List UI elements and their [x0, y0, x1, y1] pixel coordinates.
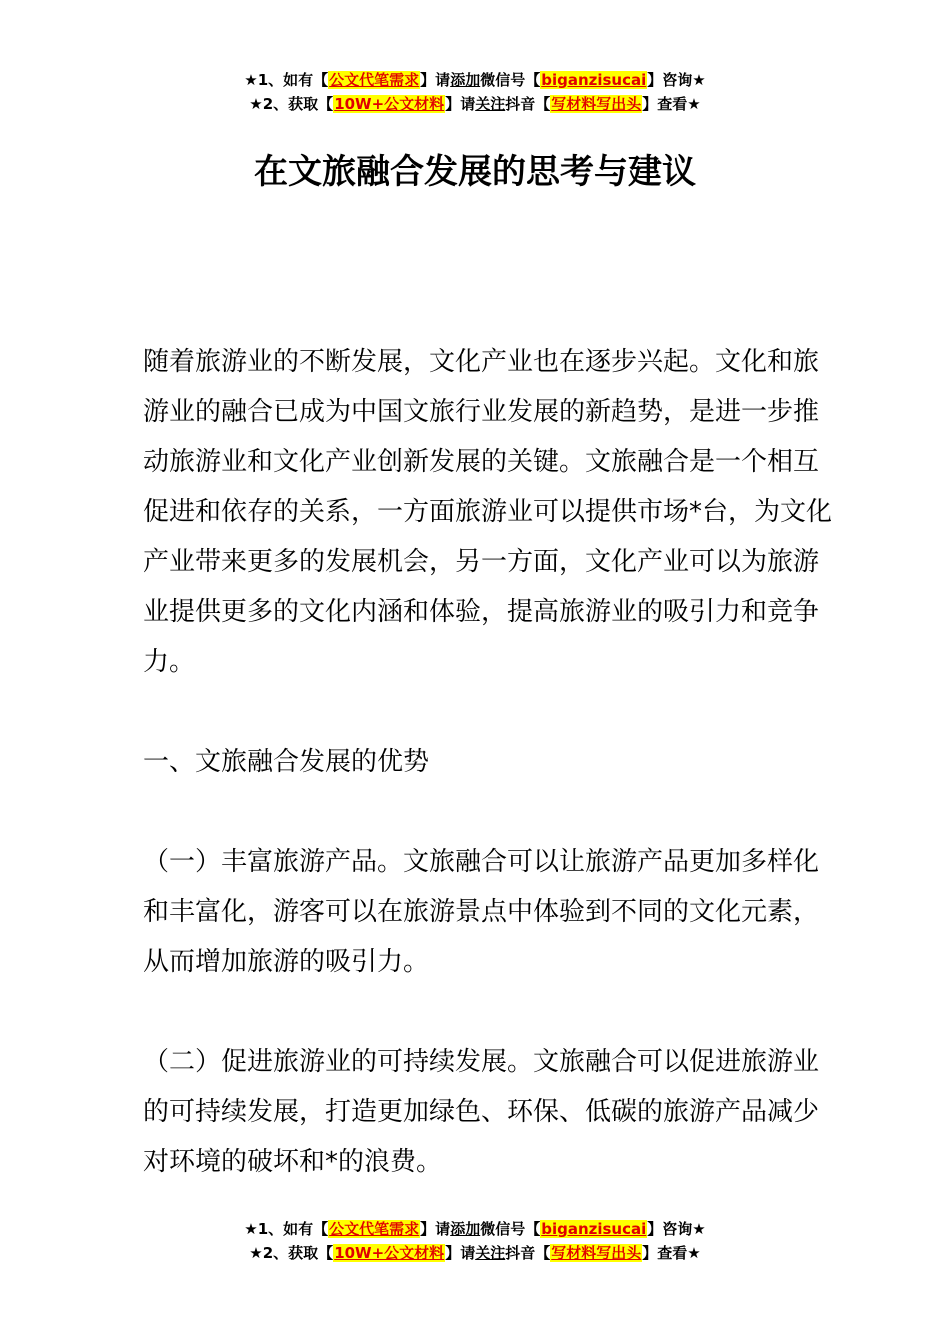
section-heading: 一、文旅融合发展的优势: [143, 747, 430, 777]
intro-paragraph: 随着旅游业的不断发展，文化产业也在逐步兴起。文化和旅游业的融合已成为中国文旅行业发展的新趋势，是进一步推动旅游业和文化产业创新发展的关键。文旅融合是一个相互促进和依存的关系，一方面旅游业可以提供市场*台，为文化产业带来更多的发展机会，另一方面，文化产业可以为旅游业提供更多的文化内涵和体验，提高旅游业的吸引力和竞争力。: [143, 347, 833, 677]
point-two-paragraph: （二）促进旅游业的可持续发展。文旅融合可以促进旅游业的可持续发展，打造更加绿色、环保、低碳的旅游产品减少对环境的破坏和*的浪费。: [143, 1047, 820, 1177]
header-banner: [0, 68, 950, 116]
wechat-id-highlight: biganzisucai: [541, 1220, 647, 1238]
wechat-service-highlight: 公文代笔需求: [329, 1220, 420, 1238]
banner-line-2: ★2、获取【10W+公文材料】请关注抖音【写材料写出头】查看★: [249, 1244, 701, 1262]
banner-line-2: ★2、获取【10W+公文材料】请关注抖音【写材料写出头】查看★: [249, 95, 701, 113]
document-title: 在文旅融合发展的思考与建议: [254, 152, 696, 192]
banner-line-1: ★1、如有【公文代笔需求】请添加微信号【biganzisucai】咨询★: [244, 71, 706, 89]
point-one-paragraph: （一）丰富旅游产品。文旅融合可以让旅游产品更加多样化和丰富化，游客可以在旅游景点中体验到不同的文化元素，从而增加旅游的吸引力。: [143, 847, 820, 977]
banner-line-1: ★1、如有【公文代笔需求】请添加微信号【biganzisucai】咨询★: [244, 1220, 706, 1238]
douyin-id-highlight: 写材料写出头: [551, 1244, 642, 1262]
materials-highlight: 10W+公文材料: [334, 95, 445, 113]
wechat-id-highlight: biganzisucai: [541, 71, 647, 89]
wechat-service-highlight: 公文代笔需求: [329, 71, 420, 89]
materials-highlight: 10W+公文材料: [334, 1244, 445, 1262]
douyin-id-highlight: 写材料写出头: [551, 95, 642, 113]
footer-banner: [0, 1217, 950, 1265]
